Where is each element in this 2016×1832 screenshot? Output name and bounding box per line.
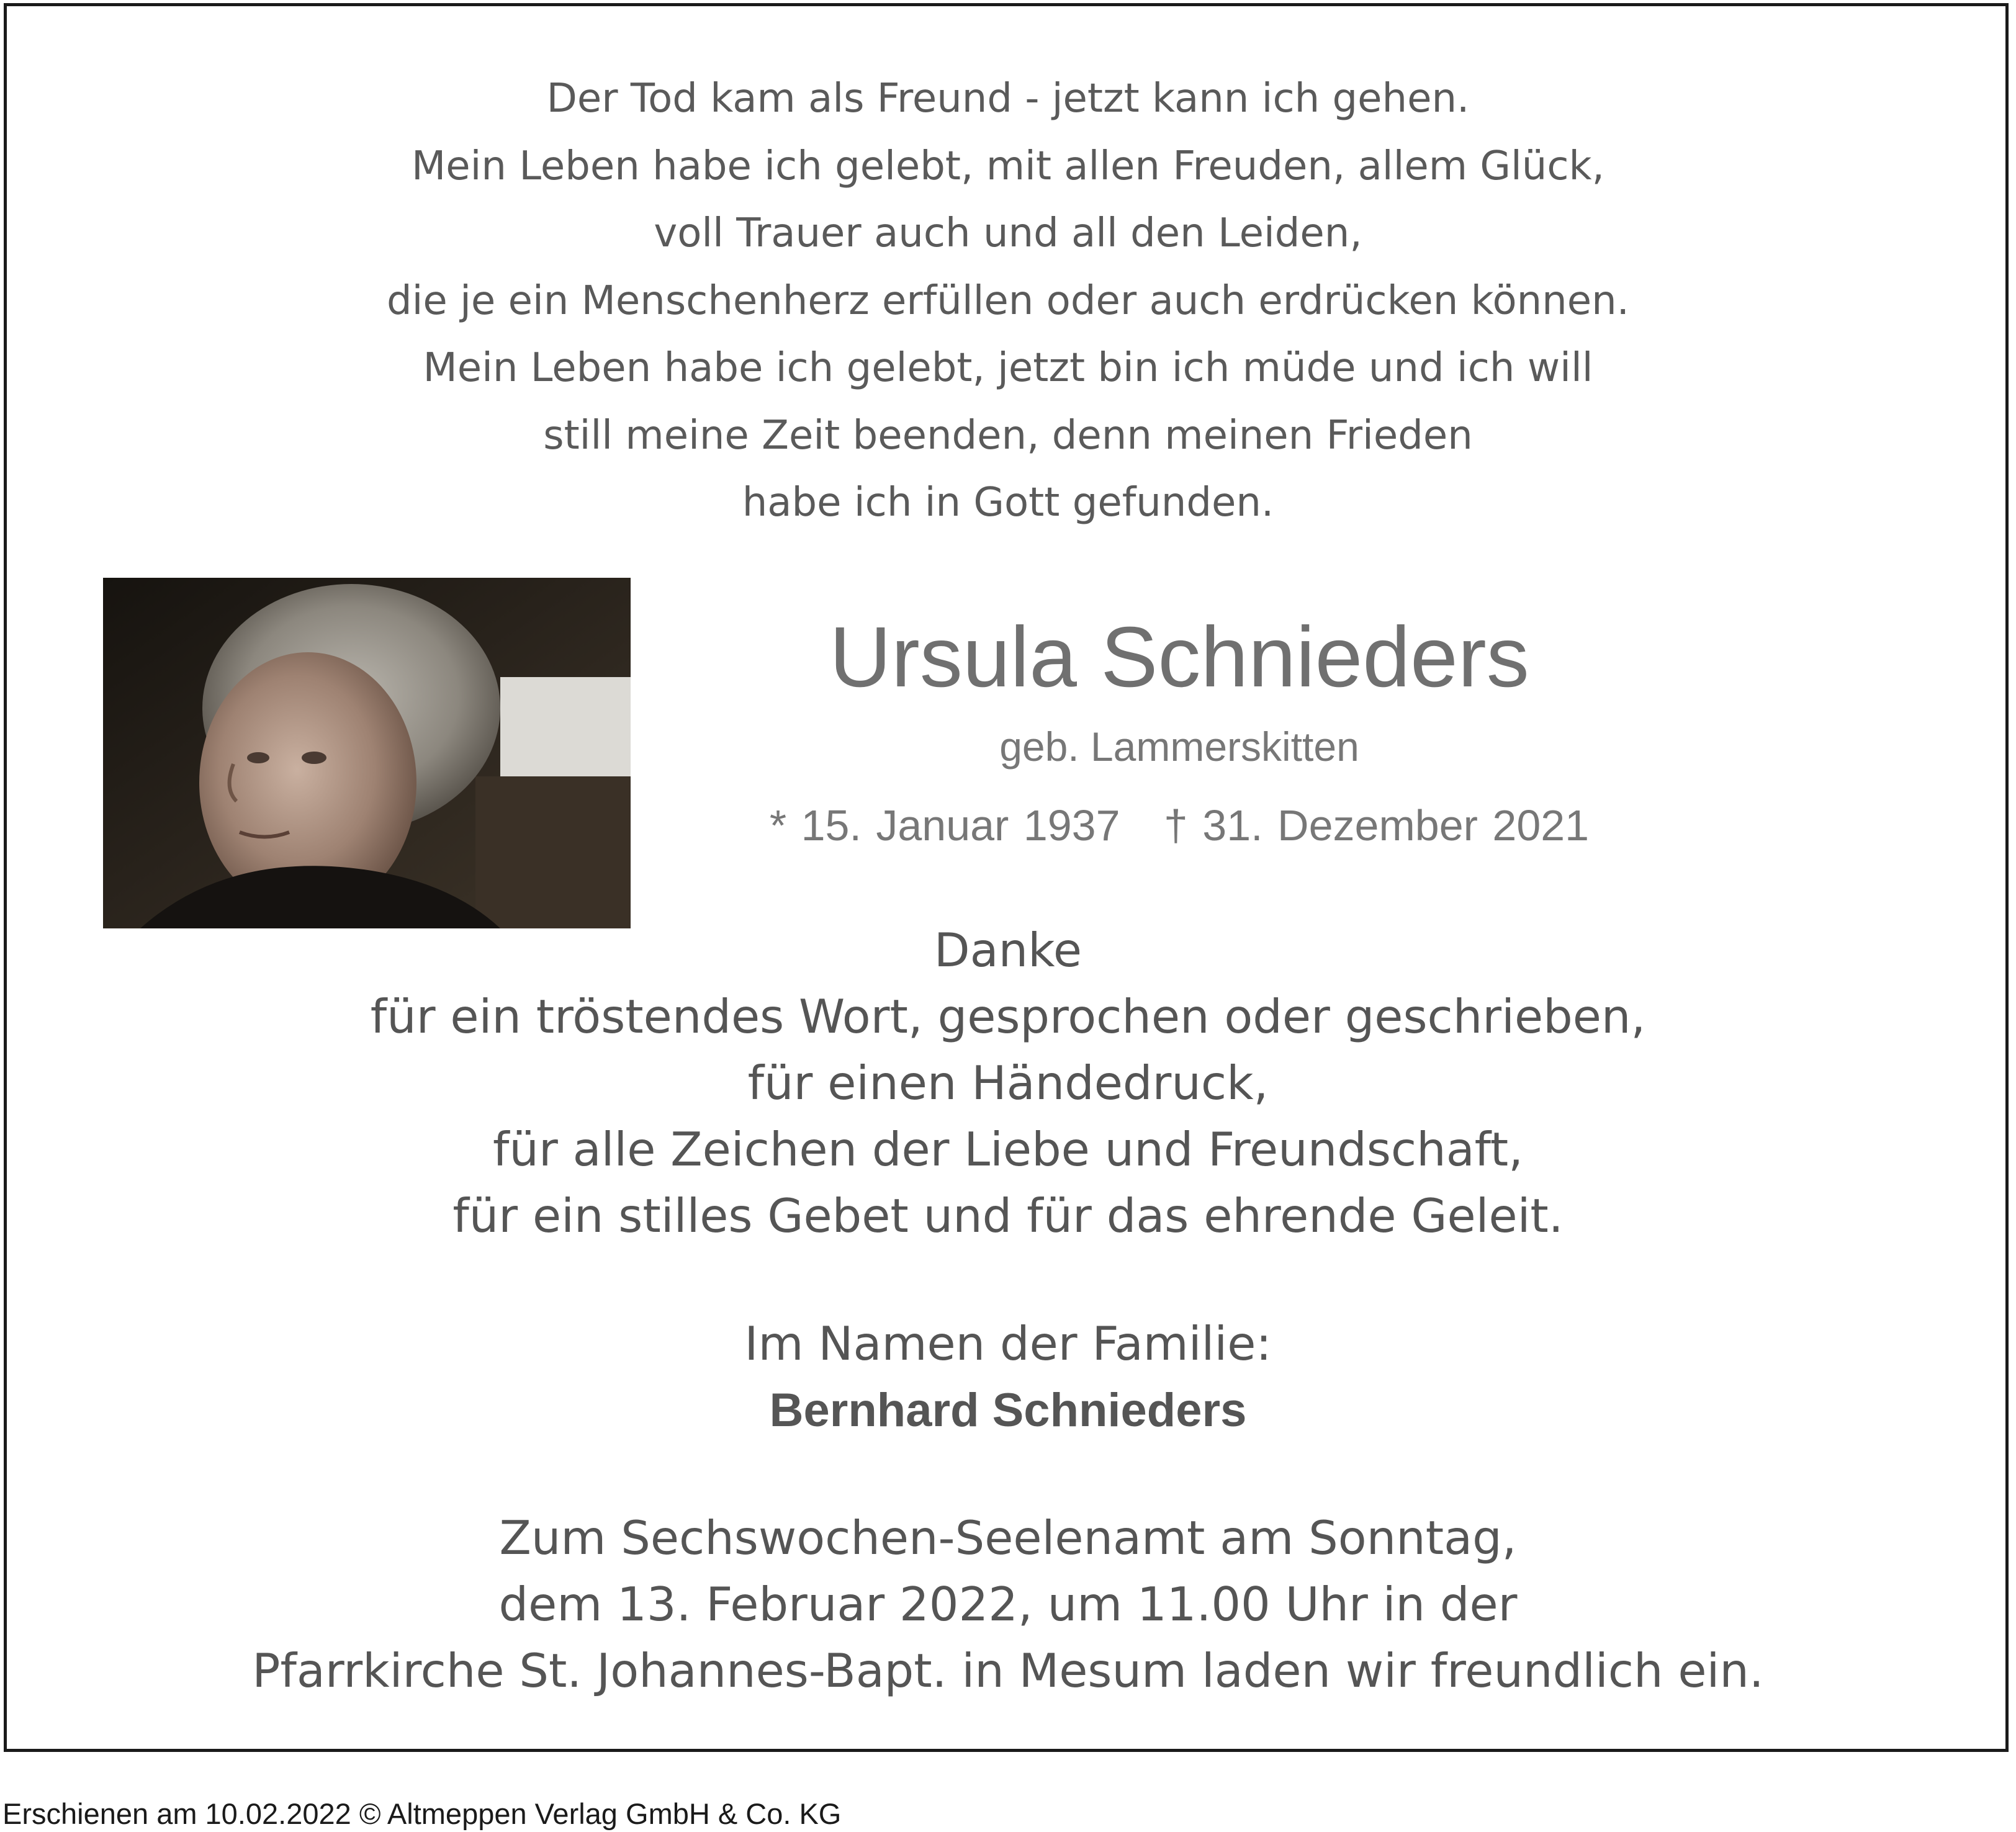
publication-footer: Erschienen am 10.02.2022 © Altmeppen Verlag GmbH & Co. KG: [2, 1797, 842, 1830]
poem-line-4: die je ein Menschenherz erfüllen oder auch erdrücken können.: [386, 278, 1630, 324]
thanks-heading: Danke: [934, 923, 1082, 977]
invitation-line-3: Pfarrkirche St. Johannes-Bapt. in Mesum laden wir freundlich ein.: [252, 1643, 1764, 1698]
maiden-name: geb. Lammerskitten: [999, 724, 1359, 770]
invitation-line-2: dem 13. Februar 2022, um 11.00 Uhr in der: [498, 1577, 1518, 1632]
thanks-line-3: für alle Zeichen der Liebe und Freundschaft,: [493, 1122, 1523, 1177]
life-dates: [621, 801, 1738, 850]
portrait-photo: [103, 578, 631, 928]
family-intro: Im Namen der Familie:: [744, 1316, 1272, 1371]
poem-line-2: Mein Leben habe ich gelebt, mit allen Freuden, allem Glück,: [412, 143, 1604, 189]
thanks-line-2: für einen Händedruck,: [747, 1056, 1269, 1110]
poem-line-5: Mein Leben habe ich gelebt, jetzt bin ich müde und ich will: [423, 345, 1593, 391]
thanks-line-4: für ein stilles Gebet und für das ehrende Geleit.: [452, 1188, 1564, 1243]
poem-line-7: habe ich in Gott gefunden.: [742, 480, 1274, 526]
poem-line-3: voll Trauer auch und all den Leiden,: [654, 210, 1362, 256]
death-date: † 31. Dezember 2021: [1163, 801, 1590, 850]
birth-date: * 15. Januar 1937: [769, 801, 1120, 850]
poem-line-1: Der Tod kam als Freund - jetzt kann ich gehen.: [546, 76, 1470, 122]
deceased-name: Ursula Schnieders: [829, 609, 1529, 705]
invitation-line-1: Zum Sechswochen-Seelenamt am Sonntag,: [499, 1511, 1517, 1565]
poem-line-6: still meine Zeit beenden, denn meinen Frieden: [543, 413, 1473, 459]
thanks-line-1: für ein tröstendes Wort, gesprochen oder geschrieben,: [370, 989, 1646, 1044]
family-signer: Bernhard Schnieders: [769, 1384, 1247, 1437]
